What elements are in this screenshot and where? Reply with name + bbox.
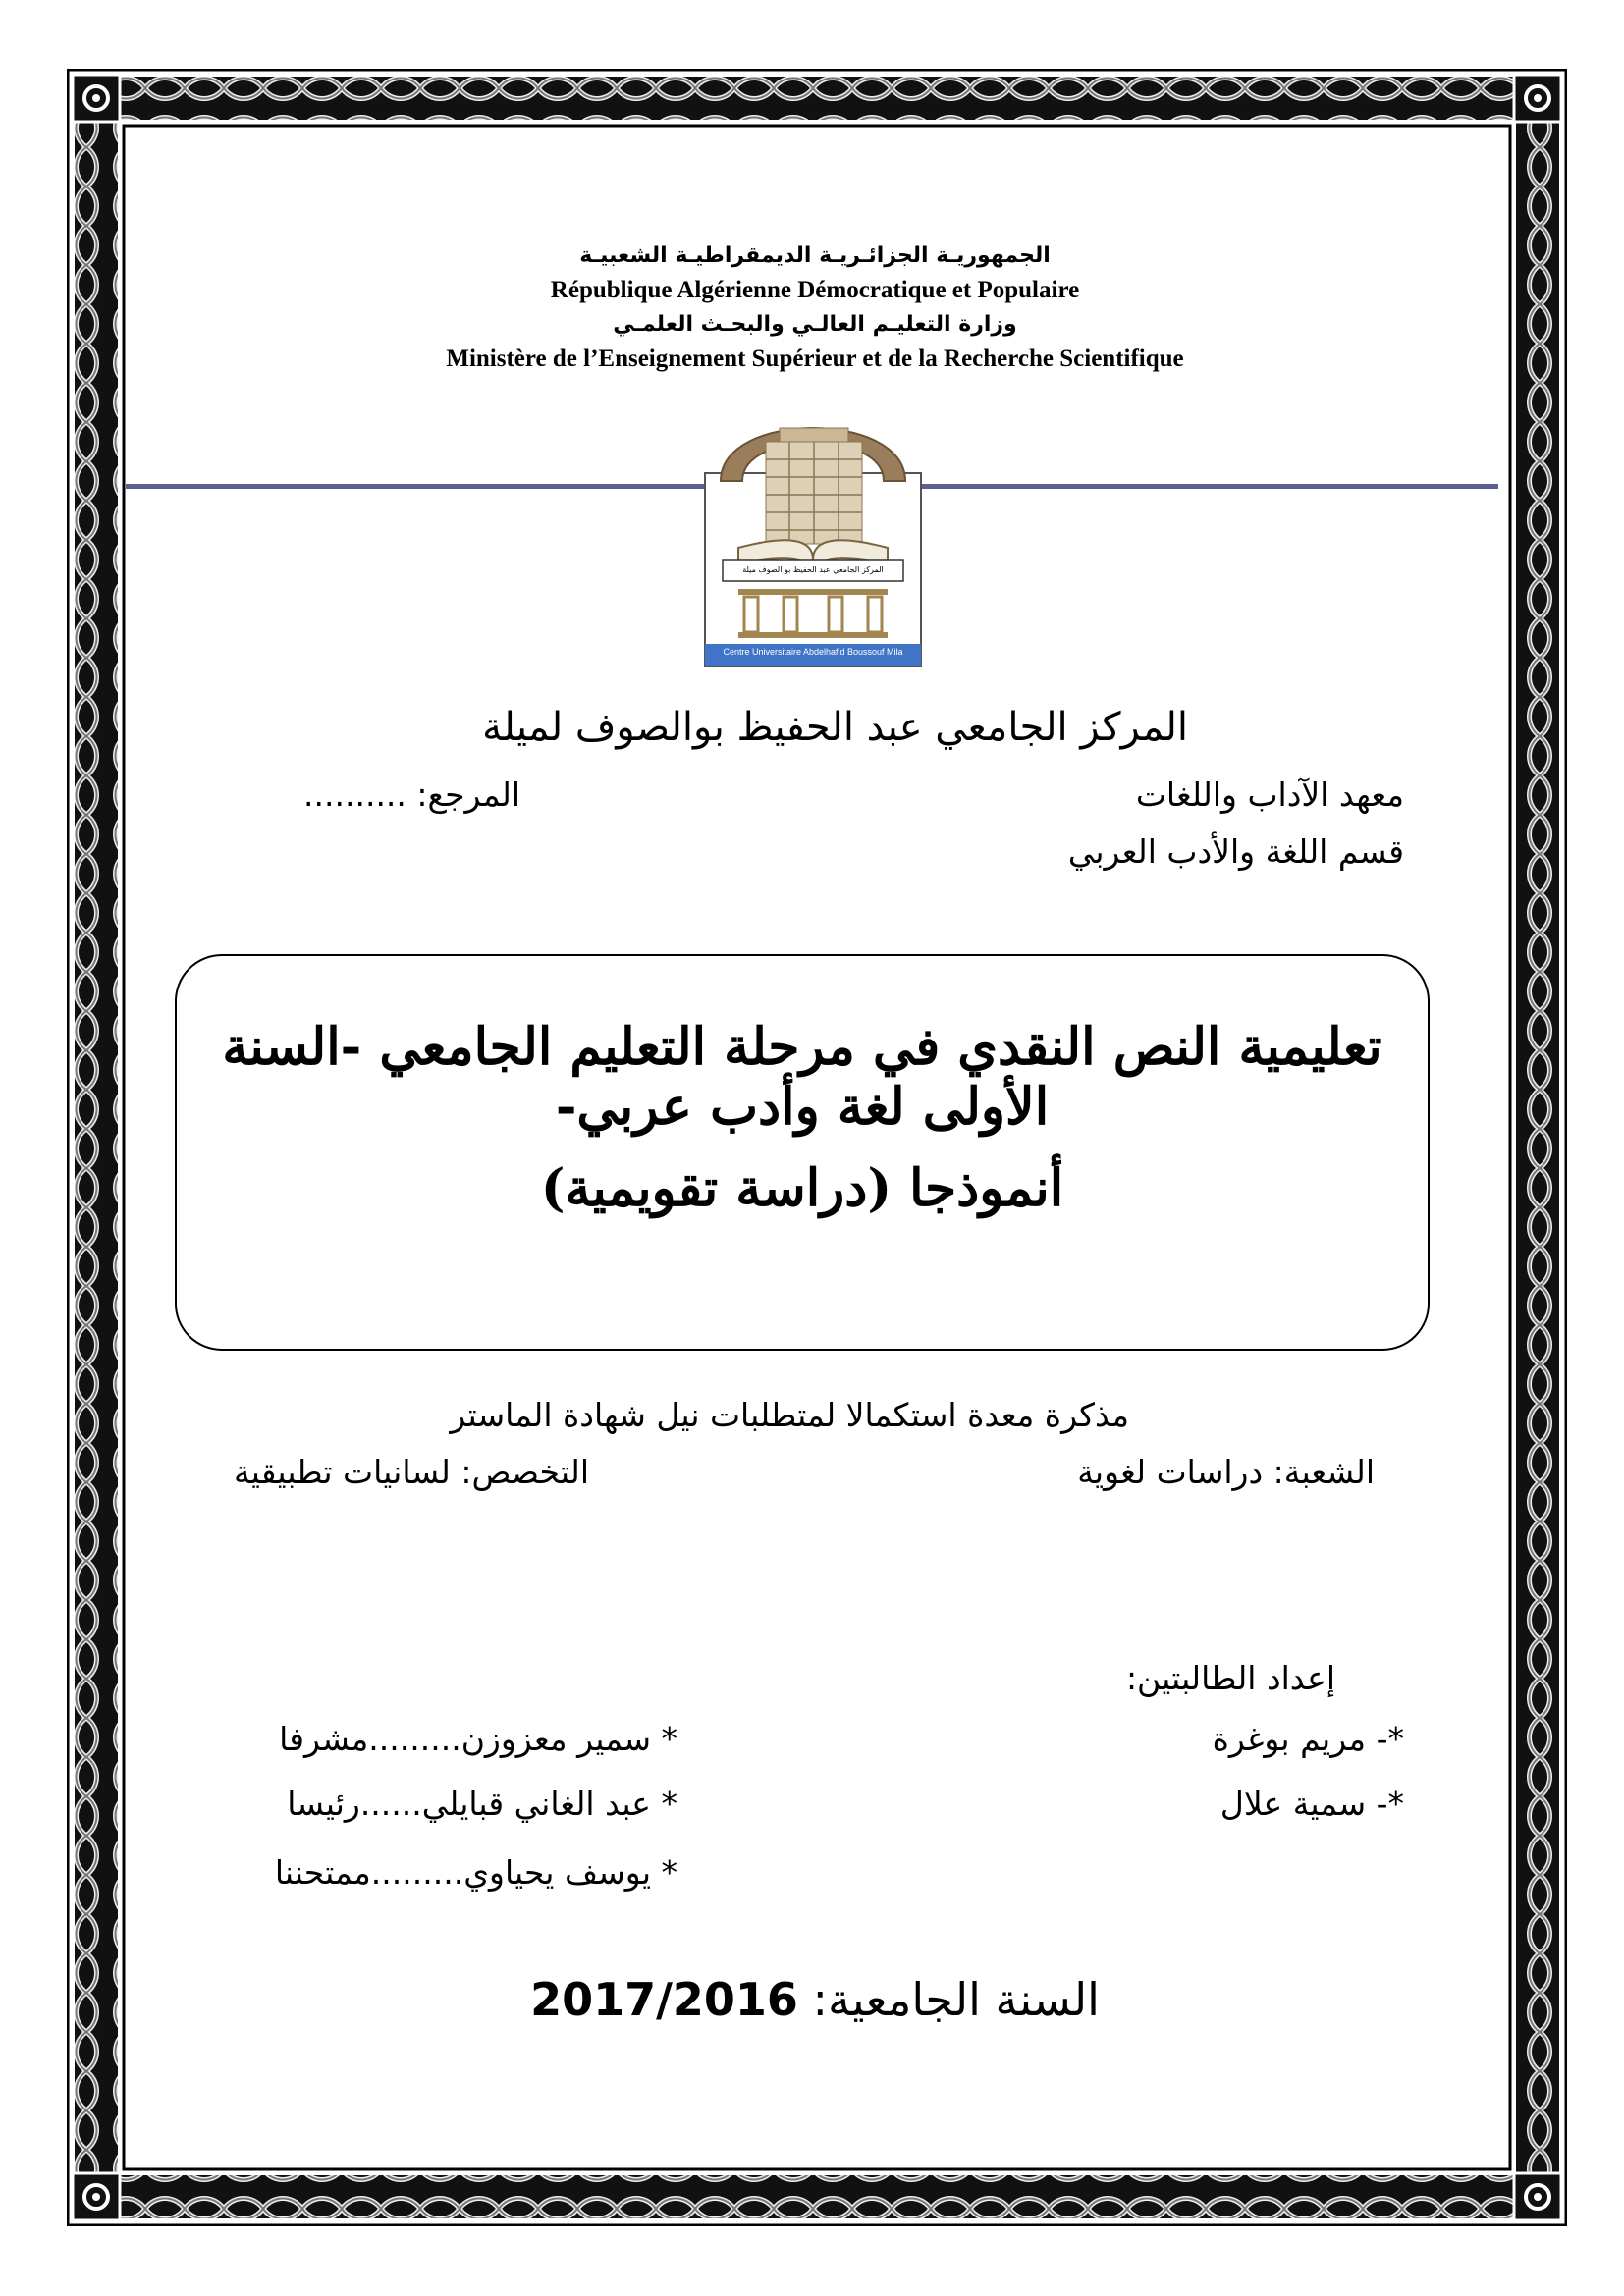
republic-name-arabic: الجمهوريـة الجزائـريـة الديمقراطيـة الشعبيـة	[579, 243, 1051, 268]
academic-year-value: 2017/2016	[530, 1973, 798, 2026]
logo-band-text: المركز الجامعي عبد الحفيظ بو الصوف ميلة	[742, 565, 884, 574]
republic-name-french: République Algérienne Démocratique et Populaire	[550, 277, 1080, 303]
specialty-label: التخصص: لسانيات تطبيقية	[234, 1453, 589, 1491]
ministry-name-french: Ministère de l’Enseignement Supérieur et de la Recherche Scientifique	[446, 346, 1184, 372]
academic-year	[373, 1973, 1257, 2026]
students-heading: إعداد الطالبتين:	[1125, 1659, 1335, 1697]
university-name: المركز الجامعي عبد الحفيظ بوالصوف لميلة	[482, 705, 1188, 750]
committee-member-supervisor: * سمير معزوزن.........مشرفا	[279, 1720, 677, 1758]
university-logo	[699, 391, 927, 669]
academic-year-label: السنة الجامعية:	[797, 1973, 1100, 2026]
ministry-name-arabic: وزارة التعليـم العالـي والبحـث العلمـي	[613, 312, 1017, 337]
student-name: *- مريم بوغرة	[1212, 1720, 1404, 1758]
logo-caption: Centre Universitaire Abdelhafid Boussouf Mila	[723, 647, 903, 657]
thesis-purpose: مذكرة معدة استكمالا لمتطلبات نيل شهادة الماستر	[450, 1396, 1129, 1434]
student-name: *- سمية علال	[1219, 1785, 1404, 1823]
title-frame	[175, 954, 1430, 1351]
thesis-title-line2: أنموذجا (دراسة تقويمية)	[540, 1158, 1064, 1218]
department-name: قسم اللغة والأدب العربي	[1067, 832, 1404, 871]
committee-member-examiner: * يوسف يحياوي.........ممتحننا	[274, 1853, 677, 1892]
reference-field: المرجع: ..........	[303, 775, 520, 814]
committee-member-president: * عبد الغاني قبايلي......رئيسا	[287, 1785, 677, 1823]
thesis-title-line1: تعليمية النص النقدي في مرحلة التعليم الجامعي -السنة الأولى لغة وأدب عربي-	[222, 1017, 1382, 1137]
institute-name: معهد الآداب واللغات	[1135, 775, 1404, 814]
branch-label: الشعبة: دراسات لغوية	[1077, 1453, 1375, 1491]
